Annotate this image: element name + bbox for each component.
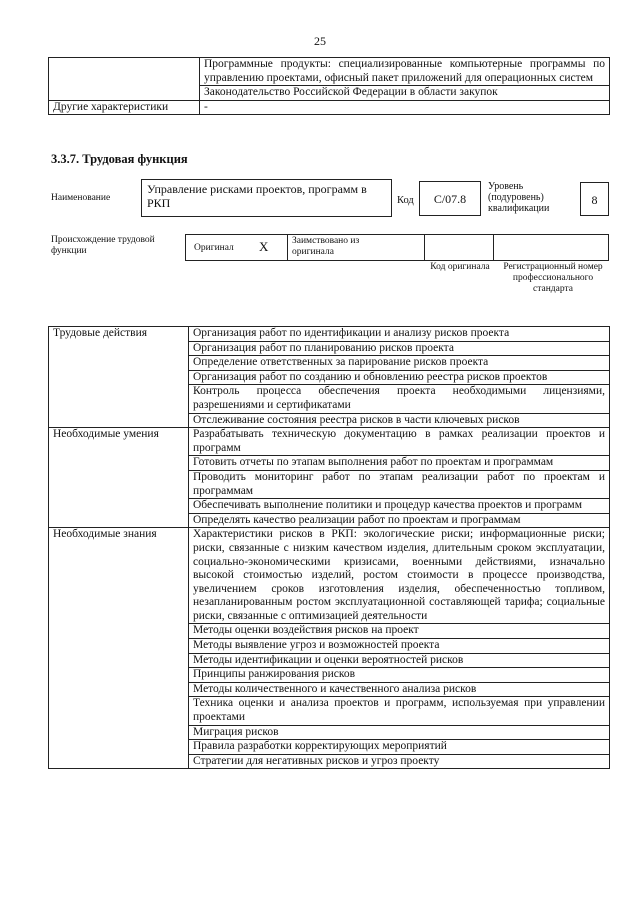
list-item: Готовить отчеты по этапам выполнения работ по проектам и программам xyxy=(189,456,610,471)
table-row xyxy=(49,58,610,86)
divider xyxy=(493,235,494,260)
origin-box xyxy=(185,234,609,261)
group-label: Необходимые знания xyxy=(49,528,189,769)
code-box xyxy=(419,181,481,216)
section-title: 3.3.7. Трудовая функция xyxy=(51,152,188,166)
code-value: C/07.8 xyxy=(433,192,467,206)
borrowed-label: Заимствовано из оригинала xyxy=(292,236,360,257)
row-label xyxy=(49,58,200,101)
code-label: Код xyxy=(397,195,414,206)
row-text: - xyxy=(200,100,610,115)
labor-function-table xyxy=(48,326,610,769)
function-name-value: Управление рисками проектов, программ в РКП xyxy=(147,182,367,210)
level-value: 8 xyxy=(591,193,598,207)
list-item: Проводить мониторинг работ по этапам реализации работ по проектам и программам xyxy=(189,470,610,498)
list-item: Определение ответственных за парирование рисков проекта xyxy=(189,356,610,371)
list-item: Определять качество реализации работ по проектам и программам xyxy=(189,513,610,528)
list-item: Разрабатывать техническую документацию в рамках реализации проектов и программ xyxy=(189,428,610,456)
original-mark: X xyxy=(259,239,269,254)
table-row xyxy=(49,100,610,115)
divider xyxy=(424,235,425,260)
list-item: Методы идентификации и оценки вероятностей рисков xyxy=(189,653,610,668)
list-item: Отслеживание состояния реестра рисков в части ключевых рисков xyxy=(189,413,610,428)
list-item: Стратегии для негативных рисков и угроз проекту xyxy=(189,754,610,769)
list-item: Организация работ по идентификации и анализу рисков проекта xyxy=(189,327,610,342)
table-row xyxy=(49,428,610,456)
list-item: Методы количественного и качественного анализа рисков xyxy=(189,682,610,697)
origin-label: Происхождение трудовой функции xyxy=(51,235,155,256)
required-skills-group xyxy=(49,428,610,528)
page-number: 25 xyxy=(314,34,326,48)
list-item: Техника оценки и анализа проектов и программ, используемая при управлении проектами xyxy=(189,697,610,725)
list-item: Обеспечивать выполнение политики и процедур качества проектов и программ xyxy=(189,499,610,514)
list-item: Методы выявление угроз и возможностей проекта xyxy=(189,639,610,654)
required-knowledge-group xyxy=(49,528,610,769)
list-item: Организация работ по планированию рисков проекта xyxy=(189,341,610,356)
list-item: Контроль процесса обеспечения проекта необходимыми лицензиями, разрешениями и сертификатами xyxy=(189,385,610,413)
level-label: Уровень (подуровень) квалификации xyxy=(488,181,550,214)
reg-number-label: Регистрационный номер профессионального стандарта xyxy=(503,262,603,294)
list-item: Методы оценки воздействия рисков на проект xyxy=(189,624,610,639)
row-text: Программные продукты: специализированные компьютерные программы по управлению проектами, офисный пакет приложений для операционных систем xyxy=(200,58,610,86)
list-item: Правила разработки корректирующих мероприятий xyxy=(189,740,610,755)
list-item: Организация работ по созданию и обновлению реестра рисков проектов xyxy=(189,370,610,385)
list-item: Характеристики рисков в РКП: экологические риски; информационные риски; риски, связанные с низким качеством изделия, длительным сроком эксплуатации, социально-экономическими кризисами, военными действиями, изначально высокой стоимостью изделий, ростом стоимости в процессе производства, увеличением сроков изготовления изделия, обеспеченностью топливом, незапланированным ростом эксплуатационной составляющей тарифа; социальные риски, связанные с оптимизацией деятельности xyxy=(189,528,610,624)
code-original-label: Код оригинала xyxy=(430,262,490,272)
row-text: Законодательство Российской Федерации в области закупок xyxy=(200,86,610,101)
name-label: Наименование xyxy=(51,193,111,203)
list-item: Миграция рисков xyxy=(189,725,610,740)
group-label: Трудовые действия xyxy=(49,327,189,428)
level-box xyxy=(580,182,609,216)
group-label: Необходимые умения xyxy=(49,428,189,528)
labor-actions-group xyxy=(49,327,610,428)
divider xyxy=(287,235,288,260)
other-characteristics-table xyxy=(48,57,610,115)
table-row xyxy=(49,327,610,342)
list-item: Принципы ранжирования рисков xyxy=(189,668,610,683)
function-name-box xyxy=(141,179,392,217)
original-label: Оригинал xyxy=(194,243,234,253)
row-label: Другие характеристики xyxy=(49,100,200,115)
table-row xyxy=(49,528,610,624)
